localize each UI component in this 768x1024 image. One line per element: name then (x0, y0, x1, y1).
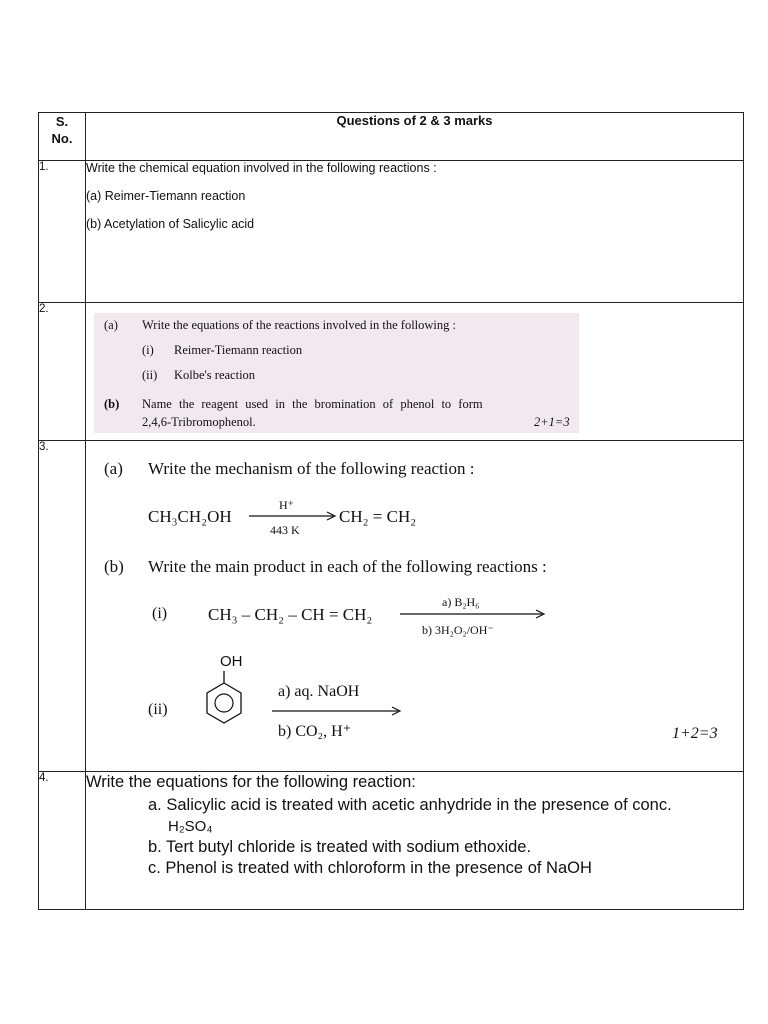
sno-header-line1: S. (55, 114, 69, 129)
questions-header: Questions of 2 & 3 marks (86, 113, 744, 161)
table-row (39, 161, 744, 303)
q4-lead: Write the equations for the following reaction: (86, 773, 416, 791)
q3-a-text: Write the mechanism of the following reaction : (148, 459, 475, 478)
question-number: 3. (39, 441, 86, 772)
q2-ii-text: Kolbe's reaction (174, 368, 256, 382)
question-number: 4. (39, 772, 86, 910)
questions-table (38, 112, 744, 910)
table-row (39, 303, 744, 441)
question-1 (86, 161, 744, 303)
reaction-arrow (272, 706, 404, 716)
sno-header-line2: No. (51, 131, 73, 146)
q3-ii-label: (ii) (148, 701, 168, 718)
q3-marks: 1+2=3 (672, 725, 718, 742)
list-item: a. Salicylic acid is treated with acetic anhydride in the presence of conc. (148, 796, 672, 814)
q3-b-label: (b) (104, 557, 124, 576)
q3-i-condition-below: b) 3H₂O₂/OH⁻ (422, 623, 494, 637)
table-row (39, 441, 744, 772)
q1-part-a: (a) Reimer-Tiemann reaction (86, 189, 246, 203)
question-3 (86, 441, 744, 772)
reaction-arrow (400, 609, 548, 619)
q3-b-text: Write the main product in each of the following reactions : (148, 557, 547, 576)
q1-prompt: Write the chemical equation involved in the following reactions : (86, 161, 437, 175)
question-number: 1. (39, 161, 86, 303)
reaction-arrow (249, 511, 339, 521)
q2-scanned-question (94, 313, 579, 433)
q2-ii-label: (ii) (142, 368, 158, 382)
q2-i-text: Reimer-Tiemann reaction (174, 343, 303, 357)
q3-i-condition-above: a) B₂H₆ (442, 595, 480, 609)
q3-ii-substituent: OH (220, 653, 243, 670)
q3-ii-condition-above: a) aq. NaOH (278, 683, 360, 700)
q4-list (86, 795, 743, 879)
question-number: 2. (39, 303, 86, 441)
table-row (39, 772, 744, 910)
q1-part-b: (b) Acetylation of Salicylic acid (86, 217, 255, 231)
q2-marks: 2+1=3 (534, 415, 570, 429)
q2-a-label: (a) (104, 318, 118, 332)
benzene-ring-icon (202, 671, 246, 731)
serial-number-header (39, 113, 86, 161)
list-item: b. Tert butyl chloride is treated with sodium ethoxide. (148, 838, 532, 856)
q3-a-label: (a) (104, 459, 123, 478)
list-item: c. Phenol is treated with chloroform in the presence of NaOH (148, 859, 592, 877)
q3-a-reactant: CH₃CH₂OH (148, 507, 232, 526)
q3-a-condition-above: H⁺ (279, 498, 294, 512)
q3-a-condition-below: 443 K (270, 523, 300, 537)
list-item-continuation: H₂SO₄ (168, 818, 213, 835)
q3-ii-condition-below: b) CO₂, H⁺ (278, 723, 352, 740)
table-header-row (39, 113, 744, 161)
q3-i-label: (i) (152, 605, 168, 622)
question-4 (86, 772, 744, 910)
q3-i-reactant: CH₃ – CH₂ – CH = CH₂ (208, 605, 373, 624)
q2-b-label: (b) (104, 397, 120, 411)
q2-i-label: (i) (142, 343, 154, 357)
question-2 (86, 303, 744, 441)
q2-b-text2: 2,4,6-Tribromophenol. (142, 415, 256, 429)
q3-a-product: CH₂ = CH₂ (339, 507, 417, 526)
q2-b-text: Name the reagent used in the bromination of phenol to form (142, 397, 483, 411)
q2-a-text: Write the equations of the reactions involved in the following : (142, 318, 457, 332)
